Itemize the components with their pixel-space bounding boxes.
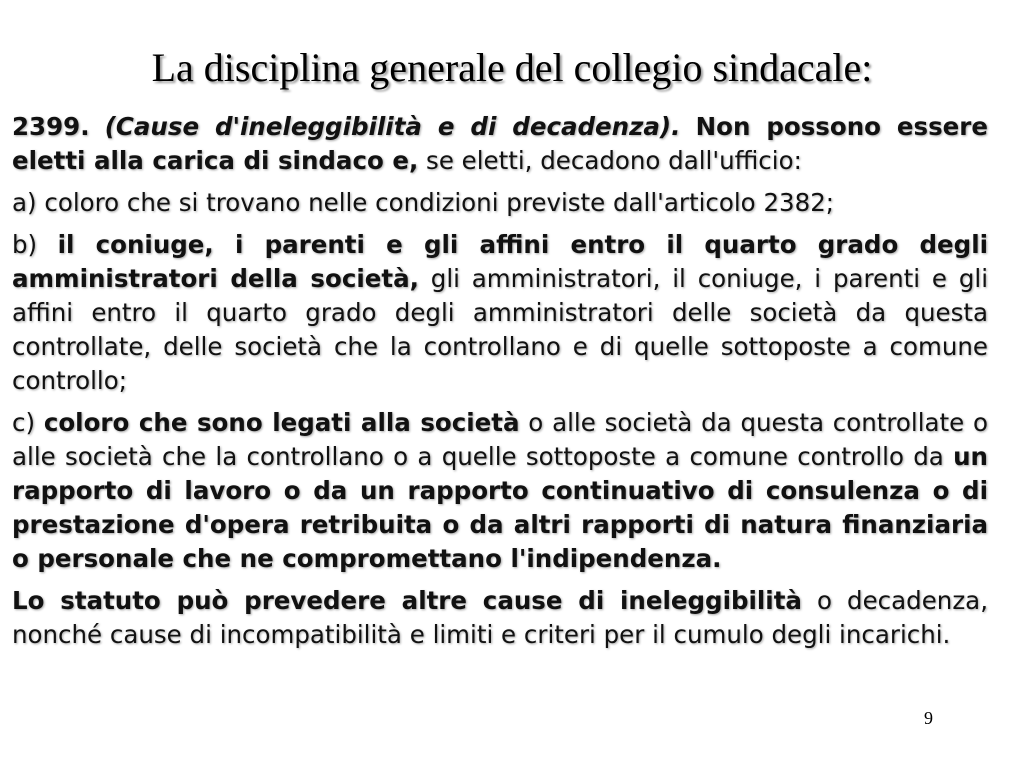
item-b-bold: il coniuge, i parenti e gli affini entro il quarto grado degli amministratori della società,	[12, 230, 988, 293]
article-intro-paragraph	[12, 110, 988, 178]
item-c-bold-2: un rapporto di lavoro o da un rapporto continuativo di consulenza o di prestazione d'opera retribuita o da altri rapporti di natura finanziaria o personale che ne compromettano l'indipendenza.	[12, 442, 988, 573]
closing-rest: o decadenza, nonché cause di incompatibilità e limiti e criteri per il cumulo degli incarichi.	[12, 586, 988, 649]
item-c-bold-1: coloro che sono legati alla società	[43, 408, 520, 437]
closing-bold: Lo statuto può prevedere altre cause di ineleggibilità	[12, 586, 802, 615]
page-number: 9	[924, 708, 933, 728]
item-c-marker: c)	[12, 408, 44, 437]
item-a-text: a) coloro che si trovano nelle condizioni previste dall'articolo 2382;	[12, 188, 835, 217]
item-c-middle: o alle società da questa controllate o alle società che la controllano o a quelle sottoposte a comune controllo da	[12, 408, 988, 471]
slide-title: La disciplina generale del collegio sindacale:	[151, 45, 873, 90]
item-b-rest: gli amministratori, il coniuge, i parenti e gli affini entro il quarto grado degli amministratori delle società da questa controllate, delle società che la controllano e di quelle sottoposte a comune controllo;	[12, 264, 988, 395]
item-b-paragraph	[12, 228, 988, 398]
article-intro-rest: se eletti, decadono dall'ufficio:	[418, 146, 802, 175]
article-rubric: (Cause d'ineleggibilità e di decadenza).	[104, 112, 681, 141]
article-intro-bold: Non possono essere eletti alla carica di sindaco e,	[12, 112, 988, 175]
article-number: 2399.	[12, 112, 90, 141]
slide-body	[12, 110, 988, 658]
item-a-paragraph	[12, 186, 988, 220]
closing-paragraph	[12, 584, 988, 652]
item-b-marker: b)	[12, 230, 58, 259]
item-c-paragraph	[12, 406, 988, 576]
